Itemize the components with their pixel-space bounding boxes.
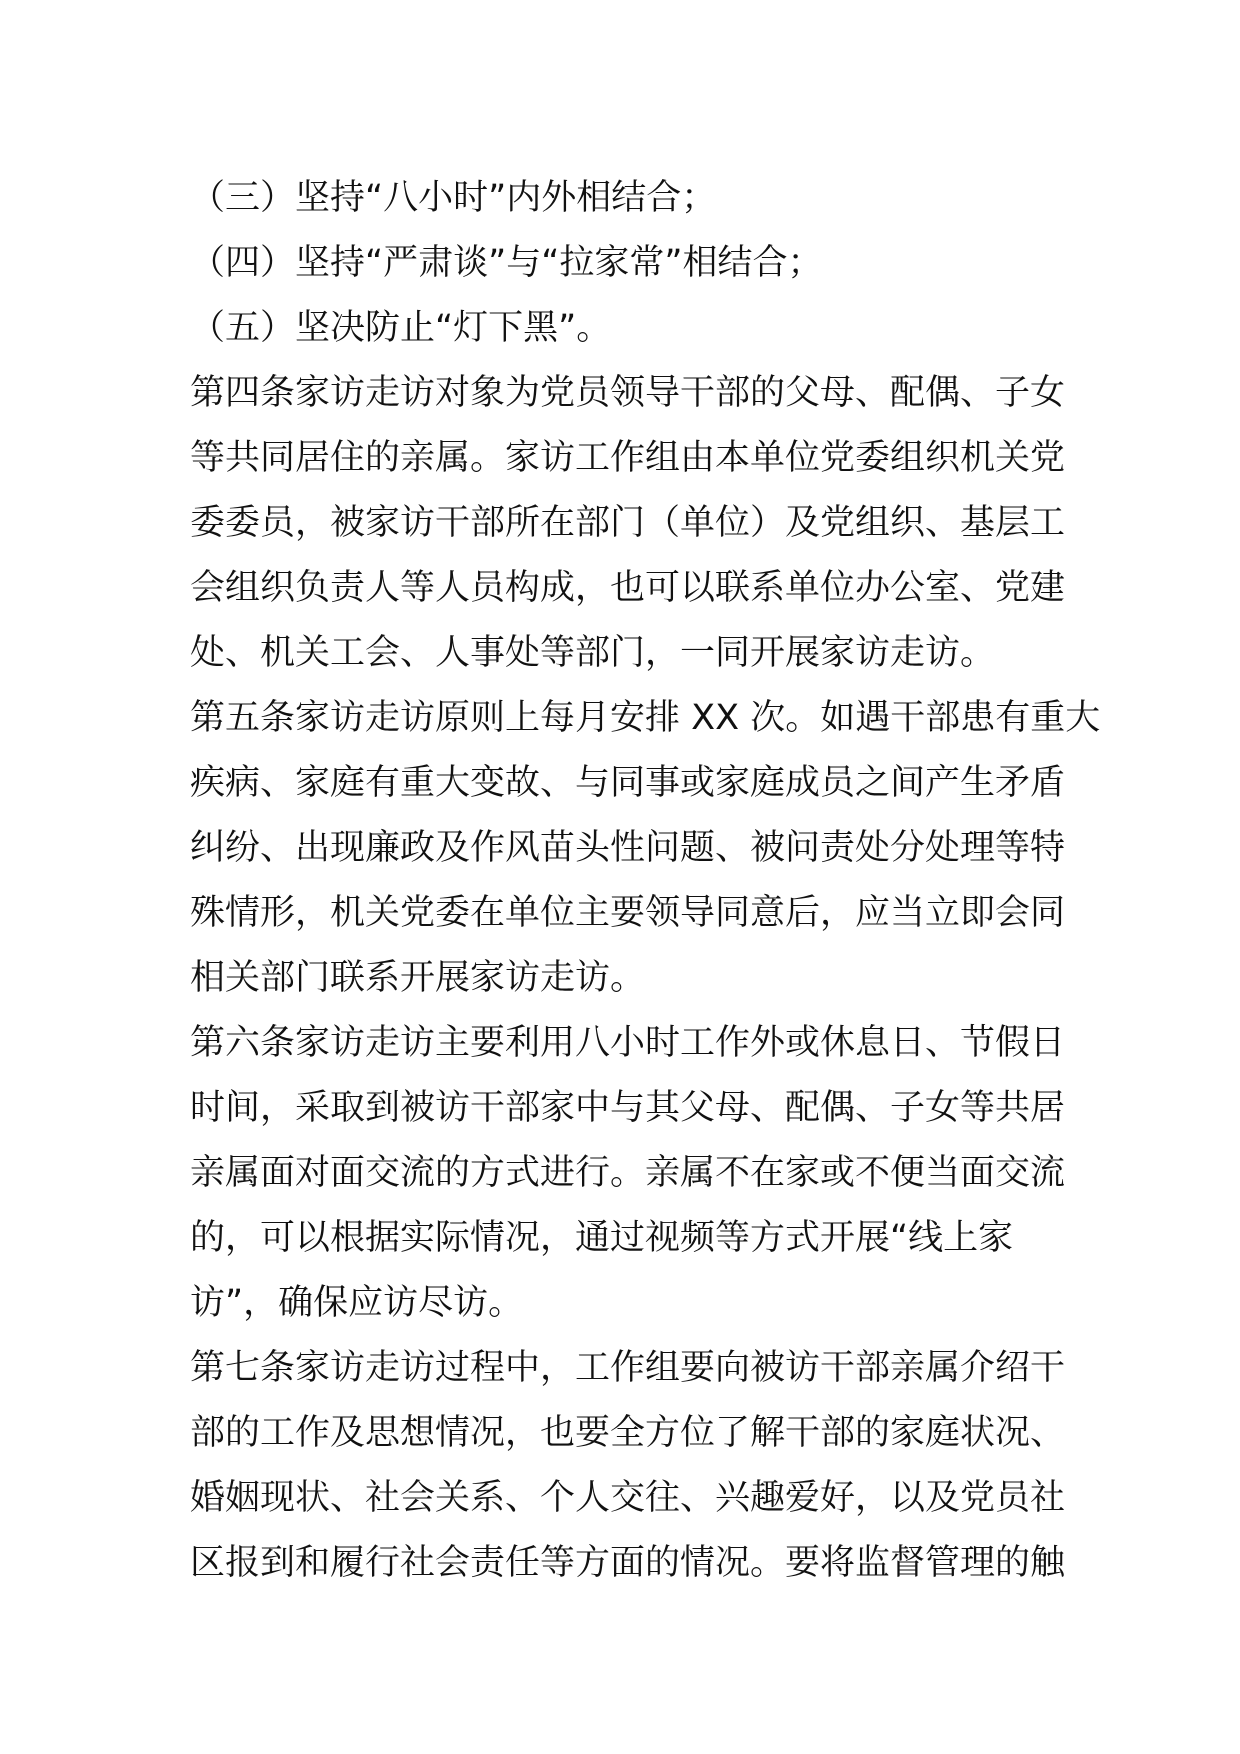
- text-line: 殊情形，机关党委在单位主要领导同意后，应当立即会同: [190, 893, 1066, 933]
- text-line: 第六条家访走访主要利用八小时工作外或休息日、节假日: [190, 1023, 1066, 1063]
- text-line: 第四条家访走访对象为党员领导干部的父母、配偶、子女: [190, 373, 1066, 413]
- text-line: 部的工作及思想情况，也要全方位了解干部的家庭状况、: [190, 1413, 1066, 1453]
- text-line: 疾病、家庭有重大变故、与同事或家庭成员之间产生矛盾: [190, 763, 1066, 803]
- text-line: 时间，采取到被访干部家中与其父母、配偶、子女等共居: [190, 1088, 1066, 1128]
- text-line: 会组织负责人等人员构成，也可以联系单位办公室、党建: [190, 568, 1066, 608]
- document-body: [190, 166, 1101, 1596]
- text-line: 第七条家访走访过程中，工作组要向被访干部亲属介绍干: [190, 1348, 1066, 1388]
- text-line: 委委员，被家访干部所在部门（单位）及党组织、基层工: [190, 503, 1066, 543]
- text-line: 的，可以根据实际情况，通过视频等方式开展“线上家: [190, 1218, 1014, 1258]
- text-line: （四）坚持“严肃谈”与“拉家常”相结合；: [190, 243, 823, 283]
- text-line: 等共同居住的亲属。家访工作组由本单位党委组织机关党: [190, 438, 1066, 478]
- text-line: （五）坚决防止“灯下黑”。: [190, 308, 612, 348]
- text-line: 纠纷、出现廉政及作风苗头性问题、被问责处分处理等特: [190, 828, 1066, 868]
- text-line: 婚姻现状、社会关系、个人交往、兴趣爱好，以及党员社: [190, 1478, 1066, 1518]
- text-line: 访”，确保应访尽访。: [190, 1283, 524, 1323]
- text-line: （三）坚持“八小时”内外相结合；: [190, 178, 717, 218]
- text-line: 亲属面对面交流的方式进行。亲属不在家或不便当面交流: [190, 1153, 1066, 1193]
- text-line: 处、机关工会、人事处等部门，一同开展家访走访。: [190, 633, 996, 673]
- text-line: 区报到和履行社会责任等方面的情况。要将监督管理的触: [190, 1543, 1066, 1583]
- text-line: 相关部门联系开展家访走访。: [190, 958, 646, 998]
- text-line: 第五条家访走访原则上每月安排 XX 次。如遇干部患有重大: [190, 698, 1101, 738]
